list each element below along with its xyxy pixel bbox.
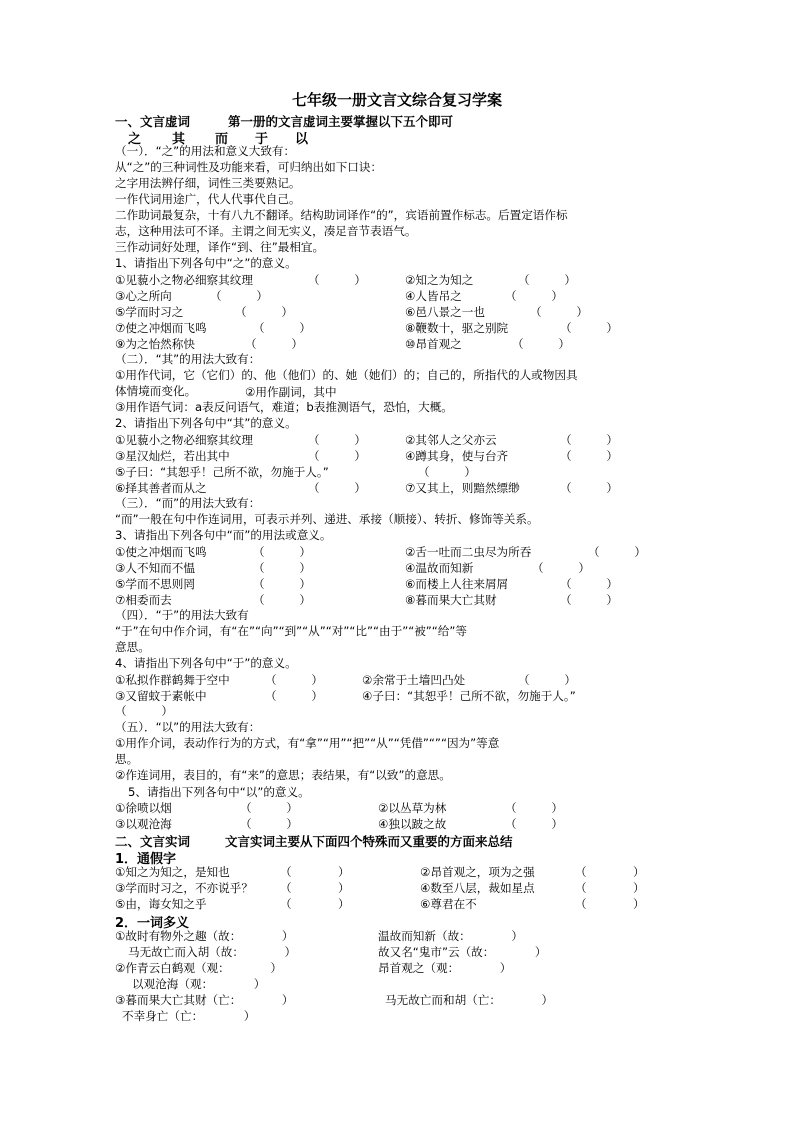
yi-paragraph: ②作连词用，表目的，有“来”的意思；表结果，有“以致”的意思。 bbox=[115, 768, 451, 782]
yu-paragraph: “于”在句中作介词，有“在”“向”“到”“从”“对”“比”“由于”“被”“给”等 bbox=[115, 624, 468, 638]
answer-blank[interactable]: （ ） bbox=[560, 433, 618, 447]
answer-blank[interactable]: （ ） bbox=[280, 881, 350, 895]
answer-blank[interactable]: （ ） bbox=[235, 305, 293, 319]
answer-blank[interactable]: （ ） bbox=[532, 561, 590, 575]
section-1-heading: 一、文言虚词 bbox=[115, 114, 191, 129]
exercise-item: ④温故而知新 bbox=[405, 561, 474, 575]
exercise-item: ⑦又其上，则黯然缥缈 bbox=[405, 481, 520, 495]
section-2-note: 文言实词主要从下面四个特殊而又重要的方面来总结 bbox=[225, 834, 513, 849]
zhi-paragraph: 三作动词好处理，译作“到、往”最相宜。 bbox=[115, 240, 325, 254]
answer-blank[interactable]: （ ） bbox=[245, 337, 303, 351]
exercise-item: ①私拟作群鹤舞于空中 bbox=[115, 673, 230, 687]
er-paragraph: “而”一般在句中作连词用，可表示并列、递进、承接（顺接）、转折、修饰等关系。 bbox=[115, 512, 539, 526]
function-word-er: 而 bbox=[215, 132, 229, 147]
exercise-item: ④人皆吊之 bbox=[405, 289, 462, 303]
exercise-item: ②以丛草为林 bbox=[378, 801, 447, 815]
qi-heading: （二）．“其”的用法大致有： bbox=[115, 352, 261, 366]
exercise-item: ⑥邑八景之一也 bbox=[405, 305, 485, 319]
exercise-item: ③学而时习之，不亦说乎？ bbox=[115, 881, 253, 895]
exercise-item: ④蹲其身，使与台齐 bbox=[405, 449, 509, 463]
qi-paragraph: ③用作语气词：a表反问语气，难道；b表推测语气，恐怕，大概。 bbox=[115, 400, 453, 414]
answer-blank[interactable]: （ ） bbox=[308, 433, 366, 447]
exercise-item: ①徐喷以烟 bbox=[115, 801, 172, 815]
page-title: 七年级一册文言文综合复习学案 bbox=[291, 91, 502, 109]
er-question: 3、请指出下列各句中“而”的用法或意义。 bbox=[115, 528, 332, 542]
exercise-item: ⑨为之怡然称快 bbox=[115, 337, 195, 351]
qi-paragraph: ②用作副词，其中 bbox=[245, 385, 337, 399]
zhi-paragraph: 一作代词用途广，代人代事代自己。 bbox=[115, 192, 301, 206]
exercise-item: ④独以跛之故 bbox=[378, 817, 447, 831]
exercise-item: ③心之所向 bbox=[115, 289, 172, 303]
answer-blank[interactable]: （ ） bbox=[575, 865, 645, 879]
tongjiazi-heading: 1．通假字 bbox=[115, 852, 177, 867]
yi-paragraph: 思。 bbox=[115, 752, 139, 766]
answer-blank[interactable]: （ ） bbox=[240, 801, 298, 815]
yi-heading: （五）．“以”的用法大致有： bbox=[115, 720, 261, 734]
answer-blank[interactable]: （ ） bbox=[418, 465, 476, 479]
function-word-yi: 以 bbox=[295, 132, 309, 147]
answer-blank[interactable]: （ ） bbox=[280, 897, 350, 911]
zhi-paragraph: 志，这种用法可不译。主谓之间无实义，凑足音节表语气。 bbox=[115, 224, 417, 238]
answer-blank[interactable]: （ ） bbox=[308, 449, 366, 463]
polysemy-item[interactable]: 故又名“鬼市”云（故： ） bbox=[378, 945, 547, 959]
answer-blank[interactable]: （ ） bbox=[560, 321, 618, 335]
zhi-heading: （一）．“之”的用法和意义大致有： bbox=[115, 144, 296, 158]
answer-blank[interactable]: （ ） bbox=[575, 897, 645, 911]
qi-paragraph: ①用作代词，它（它们）的、他（他们）的、她（她们）的；自己的，所指代的人或物因具 bbox=[115, 368, 578, 382]
answer-blank[interactable]: （ ） bbox=[505, 817, 563, 831]
exercise-item: ②舌一吐而二虫尽为所吞 bbox=[405, 545, 532, 559]
zhi-paragraph: 从“之”的三种词性及功能来看，可归纳出如下口诀： bbox=[115, 160, 383, 174]
function-word-yu: 于 bbox=[255, 132, 269, 147]
answer-blank[interactable]: （ ） bbox=[265, 689, 323, 703]
polysemy-item[interactable]: 温故而知新（故： ） bbox=[378, 929, 523, 943]
answer-blank[interactable]: （ ） bbox=[308, 481, 366, 495]
exercise-item: ⑥择其善者而从之 bbox=[115, 481, 207, 495]
yi-paragraph: ①用作介词，表动作行为的方式，有“拿”“用”“把”“从”“凭借”“”“因为”等意 bbox=[115, 736, 500, 750]
exercise-item: ⑤由，诲女知之乎 bbox=[115, 897, 207, 911]
exercise-item: ④子曰：“其恕乎！己所不欲，勿施于人。” bbox=[362, 689, 576, 703]
answer-blank[interactable]: （ ） bbox=[518, 273, 576, 287]
answer-blank[interactable]: （ ） bbox=[115, 704, 173, 718]
answer-blank[interactable]: （ ） bbox=[210, 289, 268, 303]
answer-blank[interactable]: （ ） bbox=[240, 817, 298, 831]
exercise-item: ⑩昂首观之 bbox=[405, 337, 462, 351]
answer-blank[interactable]: （ ） bbox=[253, 577, 311, 591]
function-word-zhi: 之 bbox=[128, 132, 142, 147]
section-1-note: 第一册的文言虚词主要掌握以下五个即可 bbox=[228, 114, 454, 129]
exercise-item: ③星汉灿烂，若出其中 bbox=[115, 449, 230, 463]
exercise-item: ①知之为知之，是知也 bbox=[115, 865, 230, 879]
exercise-item: ④数至八层，裁如星点 bbox=[420, 881, 535, 895]
yu-paragraph: 意思。 bbox=[115, 640, 150, 654]
answer-blank[interactable]: （ ） bbox=[505, 801, 563, 815]
answer-blank[interactable]: （ ） bbox=[560, 593, 618, 607]
section-2-heading: 二、文言实词 bbox=[115, 834, 191, 849]
answer-blank[interactable]: （ ） bbox=[560, 481, 618, 495]
polysemy-item[interactable]: 马无故亡而和胡（亡： ） bbox=[385, 993, 554, 1007]
answer-blank[interactable]: （ ） bbox=[560, 449, 618, 463]
answer-blank[interactable]: （ ） bbox=[280, 865, 350, 879]
exercise-item: ⑥尊君在不 bbox=[420, 897, 477, 911]
exercise-item: ⑤学而时习之 bbox=[115, 305, 184, 319]
exercise-item: ②其邻人之父亦云 bbox=[405, 433, 497, 447]
exercise-item: ⑤子曰：“其恕乎！己所不欲，勿施于人。” bbox=[115, 465, 329, 479]
exercise-item: ③以观沧海 bbox=[115, 817, 172, 831]
polysemy-item[interactable]: 不幸身亡（亡： ） bbox=[122, 1009, 256, 1023]
exercise-item: ①使之冲烟而飞鸣 bbox=[115, 545, 207, 559]
answer-blank[interactable]: （ ） bbox=[505, 289, 563, 303]
exercise-item: ①见藐小之物必细察其纹理 bbox=[115, 433, 253, 447]
answer-blank[interactable]: （ ） bbox=[308, 273, 366, 287]
exercise-item: ②余常于土墙凹凸处 bbox=[362, 673, 466, 687]
exercise-item: ⑤学而不思则罔 bbox=[115, 577, 195, 591]
yu-question: 4、请指出下列各句中“于”的意义。 bbox=[115, 656, 297, 670]
answer-blank[interactable]: （ ） bbox=[253, 545, 311, 559]
zhi-paragraph: 二作助词最复杂，十有八九不翻译。结构助词译作“的”，宾语前置作标志。后置定语作标 bbox=[115, 208, 568, 222]
polysemy-item[interactable]: ③暮而果大亡其财（亡： ） bbox=[115, 993, 294, 1007]
answer-blank[interactable]: （ ） bbox=[588, 545, 646, 559]
answer-blank[interactable]: （ ） bbox=[253, 561, 311, 575]
answer-blank[interactable]: （ ） bbox=[253, 321, 311, 335]
exercise-item: ②昂首观之，项为之强 bbox=[420, 865, 535, 879]
exercise-item: ⑥而楼上人往来屑屑 bbox=[405, 577, 509, 591]
answer-blank[interactable]: （ ） bbox=[530, 305, 588, 319]
exercise-item: ⑦相委而去 bbox=[115, 593, 172, 607]
answer-blank[interactable]: （ ） bbox=[575, 881, 645, 895]
answer-blank[interactable]: （ ） bbox=[560, 577, 618, 591]
polysemy-item[interactable]: 以观沧海（观： ） bbox=[132, 977, 266, 991]
polysemy-heading: 2．一词多义 bbox=[115, 916, 190, 931]
function-word-qi: 其 bbox=[172, 132, 186, 147]
exercise-item: ②知之为知之 bbox=[405, 273, 474, 287]
exercise-item: ⑦使之冲烟而飞鸣 bbox=[115, 321, 207, 335]
qi-paragraph: 体情境而变化。 bbox=[115, 384, 197, 398]
er-heading: （三）．“而”的用法大致有： bbox=[115, 496, 261, 510]
answer-blank[interactable]: （ ） bbox=[253, 593, 311, 607]
exercise-item: ⑧暮而果大亡其财 bbox=[405, 593, 497, 607]
answer-blank[interactable]: （ ） bbox=[265, 673, 323, 687]
polysemy-item[interactable]: ②作青云白鹤观（观： ） bbox=[115, 961, 282, 975]
polysemy-item[interactable]: 马无故亡而入胡（故： ） bbox=[128, 945, 297, 959]
answer-blank[interactable]: （ ） bbox=[512, 337, 570, 351]
exercise-item: ③又留蚊于素帐中 bbox=[115, 689, 207, 703]
zhi-question: 1、请指出下列各句中“之”的意义。 bbox=[115, 256, 297, 270]
exercise-item: ①见藐小之物必细察其纹理 bbox=[115, 273, 253, 287]
qi-question: 2、请指出下列各句中“其”的意义。 bbox=[115, 416, 297, 430]
answer-blank[interactable]: （ ） bbox=[518, 673, 576, 687]
exercise-item: ⑧鞭数十，驱之别院 bbox=[405, 321, 509, 335]
polysemy-item[interactable]: ①故时有物外之趣（故： ） bbox=[115, 929, 294, 943]
zhi-paragraph: 之字用法辨仔细，词性三类要熟记。 bbox=[115, 176, 301, 190]
yu-heading: （四）．“于”的用法大致有 bbox=[115, 608, 249, 622]
exercise-item: ③人不知而不愠 bbox=[115, 561, 195, 575]
yi-question: 5、请指出下列各句中“以”的意义。 bbox=[128, 785, 310, 799]
polysemy-item[interactable]: 昂首观之（观： ） bbox=[378, 961, 512, 975]
